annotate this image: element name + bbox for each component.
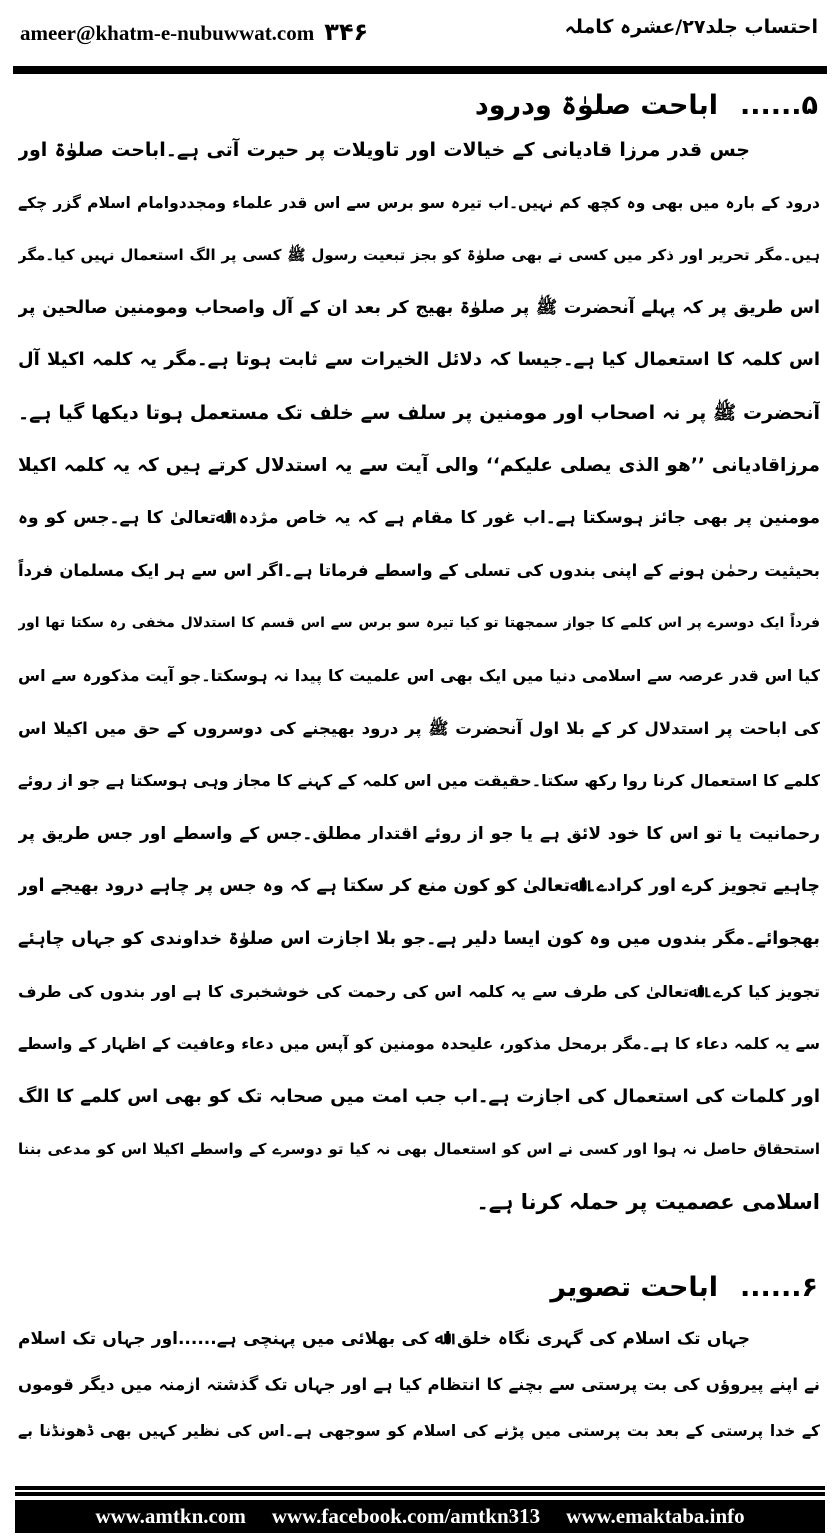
- footer-rule: [15, 1486, 825, 1490]
- text-line: ہیں۔مگر تحریر اور ذکر میں کسی نے بھی صلوٰۃ کو بجز تبعیت رسول ﷺ کسی پر الگ استعمال نہیں کیا۔مگر: [18, 246, 820, 265]
- text-line: بحیثیت رحمٰن ہونے کے اپنی بندوں کی تسلی کے واسطے فرماتا ہے۔اگر اس سے ہر ایک مسلمان فرداً: [18, 560, 820, 580]
- section-title: اباحت تصویر: [550, 1272, 718, 1303]
- text-line: چاہیے تجویز کرے اور کرادے۔اﷲتعالیٰ کو کون منع کر سکتا ہے کہ وہ جس پر چاہے درود بھیجے اور: [18, 876, 820, 897]
- section-heading-5: [475, 90, 818, 121]
- text-line: آنحضرت ﷺ پر نہ اصحاب اور مومنین پر سلف سے خلف تک مستعمل ہوتا دیکھا گیا ہے۔: [18, 401, 820, 424]
- footer-link-emaktaba[interactable]: www.emaktaba.info: [566, 1504, 745, 1528]
- text-line: اسلامی عصمیت پر حملہ کرنا ہے۔: [476, 1189, 820, 1214]
- text-line: کیا اس قدر عرصہ سے اسلامی دنیا میں ایک بھی اس علمیت کا پیدا نہ ہوسکتا۔جو آیت مذکورہ سے اس: [18, 665, 820, 685]
- section-6-body: [18, 1316, 820, 1454]
- text-line: نے اپنے پیروؤں کی بت پرستی سے بچنے کا انتظام کیا ہے اور جہاں تک گذشتہ ازمنہ میں دیگر قوموں: [18, 1375, 820, 1394]
- text-line: اور کلمات کی استعمال کی اجازت ہے۔اب جب امت میں صحابہ تک کو بھی اس کلمے کا الگ: [18, 1085, 820, 1107]
- header-rule: [13, 66, 827, 74]
- text-line: سے یہ کلمہ دعاء کا ہے۔مگر برمحل مذکور، علیحدہ مومنین کو آپس میں دعاء وعافیت کے اظہار کے واسطے: [18, 1035, 820, 1054]
- text-line: مومنین پر بھی جائز ہوسکتا ہے۔اب غور کا مقام ہے کہ یہ خاص مژدہ اﷲتعالیٰ کا ہے۔جس کو وہ: [18, 508, 820, 529]
- footer-bar: [15, 1500, 825, 1533]
- header-left: [20, 18, 368, 46]
- text-line: جہاں تک اسلام کی گہری نگاہ خلق اﷲ کی بھلائی میں پہنچی ہے......اور جہاں تک اسلام: [18, 1329, 750, 1349]
- header-email: ameer@khatm-e-nubuwwat.com: [20, 21, 315, 45]
- text-line: بھجوائے۔مگر بندوں میں وہ کون ایسا دلیر ہے۔جو بلا اجازت اس صلوٰۃ خداوندی کو جہاں چاہئے: [18, 928, 820, 949]
- text-line: استحقاق حاصل نہ ہوا اور کسی نے اس کو استعمال بھی نہ کیا تو دوسرے کے واسطے اکیلا اس کو مدعی بننا: [18, 1140, 820, 1159]
- page-number: ۳۴۶: [324, 18, 369, 46]
- footer-rule: [15, 1492, 825, 1496]
- text-line: اس کلمہ کا استعمال کیا ہے۔جیسا کہ دلائل الخیرات سے ثابت ہوتا ہے۔مگر یہ کلمہ اکیلا آل: [18, 349, 820, 371]
- section-number: ۶......: [739, 1272, 818, 1303]
- text-line: اس طریق پر کہ پہلے آنحضرت ﷺ پر صلوٰۃ بھیج کر بعد ان کے آل واصحاب ومومنین صالحین پر: [18, 297, 820, 318]
- footer-link-facebook[interactable]: www.facebook.com/amtkn313: [271, 1504, 541, 1528]
- section-heading-6: [550, 1272, 818, 1303]
- book-title: احتساب جلد۲۷/عشرہ کاملہ: [564, 16, 818, 38]
- text-line: رحمانیت یا تو اس کا خود لائق ہے یا جو از روئے اقتدار مطلق۔جس کے واسطے اور جس طریق پر: [18, 823, 820, 844]
- section-number: ۵......: [739, 90, 818, 121]
- text-line: جس قدر مرزا قادیانی کے خیالات اور تاویلات پر حیرت آتی ہے۔اباحت صلوٰۃ اور: [18, 139, 750, 161]
- text-line: کے خدا پرستی کے بعد بت پرستی میں پڑنے کی اسلام کو سوجھی ہے۔اس کی نظیر کہیں بھی ڈھونڈنا بے: [18, 1422, 820, 1440]
- section-5-body: [18, 124, 820, 1228]
- text-line: فرداً ایک دوسرے پر اس کلمے کا جواز سمجھتا تو کیا تیرہ سو برس سے اس قسم کا استدلال مخفی رہ سکتا تھا اور: [18, 615, 820, 632]
- text-line: درود کے بارہ میں بھی وہ کچھ کم نہیں۔اب تیرہ سو برس سے اس قدر علماء ومجددوامام اسلام گزر چکے: [18, 193, 820, 212]
- footer-link-website[interactable]: www.amtkn.com: [95, 1504, 246, 1528]
- section-title: اباحت صلوٰۃ ودرود: [474, 90, 718, 121]
- text-line: کی اباحت پر استدلال کر کے بلا اول آنحضرت ﷺ پر درود بھیجنے کی دوسروں کے حق میں اکیلا اس: [18, 718, 820, 738]
- text-line: تجویز کیا کرے۔اﷲتعالیٰ کی طرف سے یہ کلمہ اس کی رحمت کی خوشخبری کا ہے اور بندوں کی طرف: [18, 981, 820, 1001]
- text-line: مرزاقادیانی ’’ھو الذی یصلی علیکم‘‘ والی آیت سے یہ استدلال کرتے ہیں کہ یہ کلمہ اکیلا: [18, 454, 820, 476]
- text-line: کلمے کا استعمال کرنا روا رکھ سکتا۔حقیقت میں اس کلمہ کے کہنے کا مجاز وہی ہوسکتا ہے جو از روئے: [18, 771, 820, 791]
